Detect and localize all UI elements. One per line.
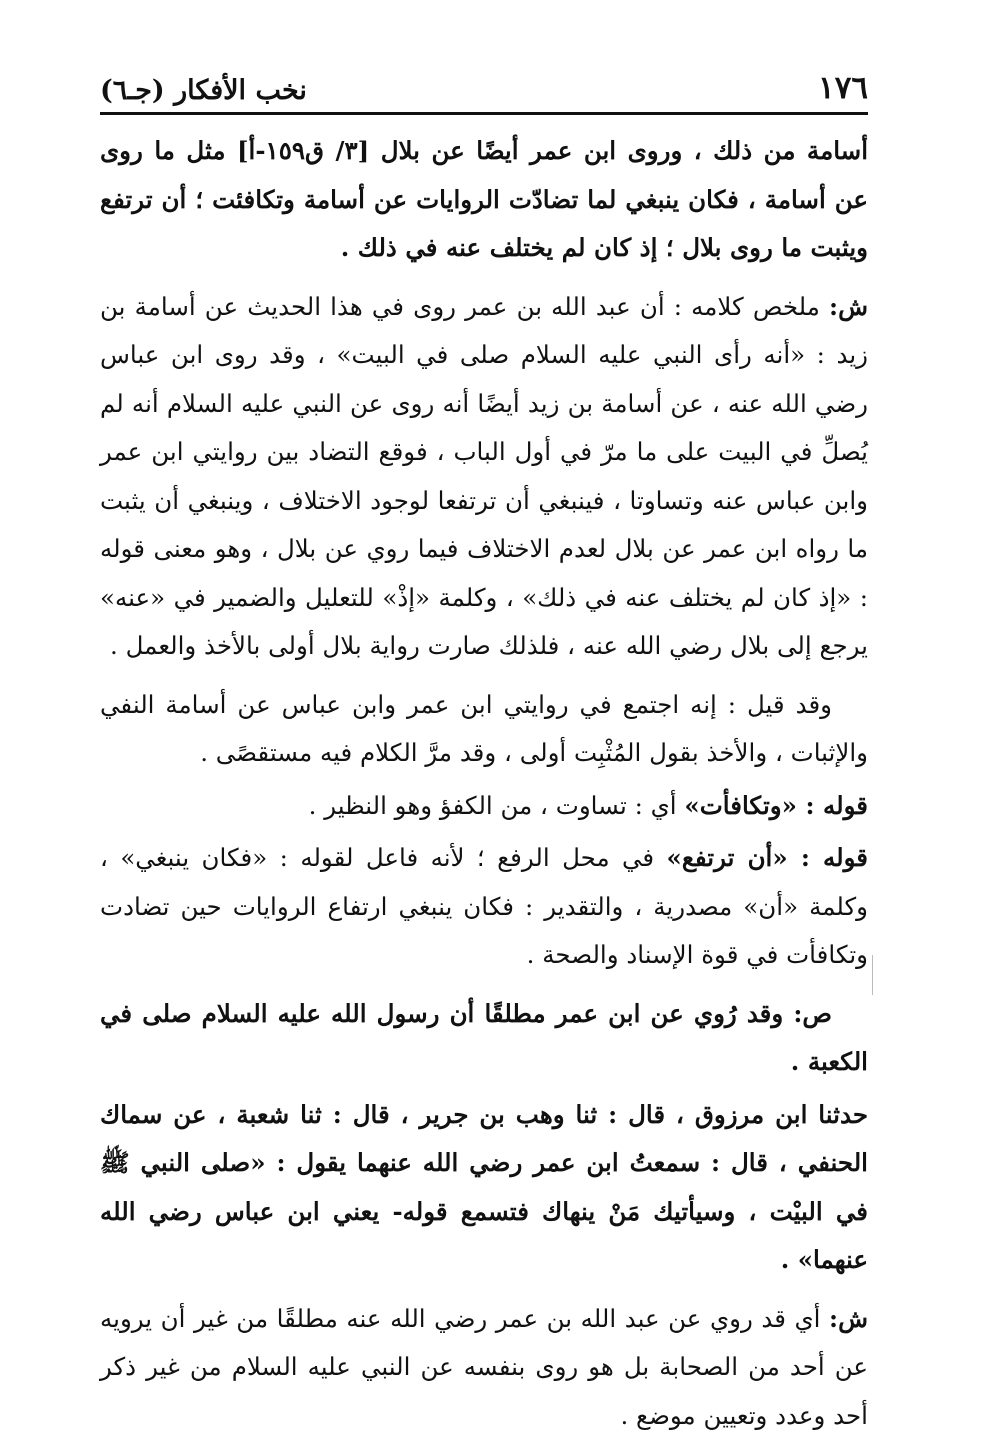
gloss-label: قوله : «وتكافأت» bbox=[684, 791, 868, 820]
paragraph-text: ملخص كلامه : أن عبد الله بن عمر روى في هذا الحديث عن أسامة بن زيد : «أنه رأى النبي عليه السلام صلى في البيت» ، وقد روى ابن عباس رضي الله عنه ، عن أسامة بن زيد أيضًا أنه روى عن النبي عليه السلام أنه لم يُصلِّ في البيت على ما مرّ في أول الباب ، فوقع التضاد بين روايتي ابن عمر وابن عباس عنه وتساوتا ، فينبغي أن ترتفعا لوجود الاختلاف ، وينبغي أن يثبت ما رواه ابن عمر عن بلال لعدم الاختلاف فيما روي عن بلال ، وهو معنى قوله : «إذ كان لم يختلف عنه في ذلك» ، وكلمة «إذْ» للتعليل والضمير في «عنه» يرجع إلى بلال رضي الله عنه ، فلذلك صارت رواية بلال أولى بالأخذ والعمل . bbox=[100, 292, 868, 661]
paragraph-text: في محل الرفع ؛ لأنه فاعل لقوله : «فكان ينبغي» ، وكلمة «أن» مصدرية ، والتقدير : فكان ينبغي ارتفاع الروايات حين تضادت وتكافأت في قوة الإسناد والصحة . bbox=[100, 843, 868, 969]
gloss-paragraph-tartafi bbox=[100, 834, 868, 980]
sharh-paragraph bbox=[100, 283, 868, 671]
gloss-label: قوله : «أن ترتفع» bbox=[667, 843, 868, 872]
paragraph-text: أي قد روي عن عبد الله بن عمر رضي الله عنه مطلقًا من غير أن يرويه عن أحد من الصحابة بل هو روى بنفسه عن النبي عليه السلام من غير ذكر أحد وعدد وتعيين موضع . bbox=[100, 1304, 868, 1430]
gloss-paragraph-takafaat bbox=[100, 782, 868, 831]
paragraph-text: وقد رُوي عن ابن عمر مطلقًا أن رسول الله عليه السلام صلى في الكعبة . bbox=[100, 999, 868, 1077]
page-header bbox=[100, 58, 868, 115]
matn-paragraph-continued bbox=[100, 127, 868, 273]
page-number: ١٧٦ bbox=[818, 70, 868, 106]
margin-mark bbox=[872, 955, 873, 995]
running-title: نخب الأفكار (جـ٦) bbox=[100, 75, 307, 106]
commentary-paragraph bbox=[100, 681, 868, 778]
paragraph-text: أي : تساوت ، من الكفؤ وهو النظير . bbox=[309, 791, 685, 820]
page-body bbox=[100, 127, 868, 1440]
matn-heading bbox=[100, 990, 868, 1087]
sharh-paragraph-final bbox=[100, 1295, 868, 1440]
matn-label: ص: bbox=[793, 999, 832, 1028]
paragraph-text: حدثنا ابن مرزوق ، قال : ثنا وهب بن جرير ، قال : ثنا شعبة ، عن سماك الحنفي ، قال : سمعتُ ابن عمر رضي الله عنهما يقول : «صلى النبي ﷺ في البيْت ، وسيأتيك مَنْ ينهاك فتسمع قوله- يعني ابن عباس رضي الله عنهما» . bbox=[100, 1100, 868, 1275]
sharh-label: ش: bbox=[829, 292, 868, 321]
sharh-label: ش: bbox=[829, 1304, 868, 1333]
paragraph-text: وقد قيل : إنه اجتمع في روايتي ابن عمر وابن عباس عن أسامة النفي والإثبات ، والأخذ بقول المُثْبِت أولى ، وقد مرَّ الكلام فيه مستقصًى . bbox=[100, 690, 868, 768]
hadith-paragraph bbox=[100, 1091, 868, 1285]
paragraph-text: أسامة من ذلك ، وروى ابن عمر أيضًا عن بلال [٣/ ق١٥٩-أ] مثل ما روى عن أسامة ، فكان ينبغي لما تضادّت الروايات عن أسامة وتكافئت ؛ أن ترتفع ويثبت ما روى بلال ؛ إذ كان لم يختلف عنه في ذلك . bbox=[100, 136, 868, 262]
